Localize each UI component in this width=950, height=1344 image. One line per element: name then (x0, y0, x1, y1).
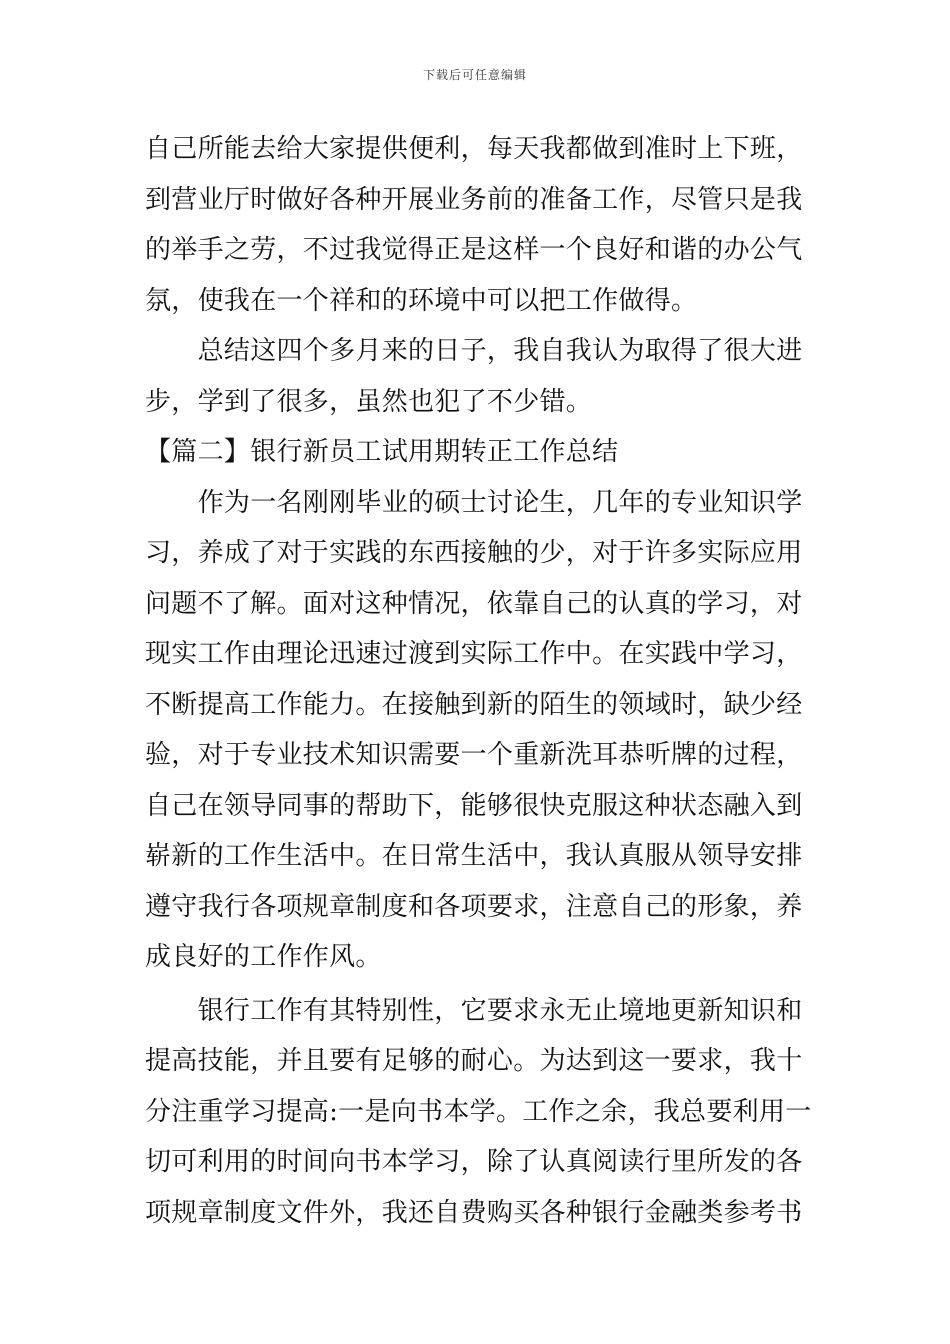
header-note: 下载后可任意编辑 (422, 68, 527, 82)
text-line: 提高技能，并且要有足够的耐心。为达到这一要求，我十 (145, 1046, 803, 1076)
text-line: 自己在领导同事的帮助下，能够很快克服这种状态融入到 (145, 790, 803, 821)
document-body (145, 124, 812, 1238)
section-heading: 【篇二】银行新员工试用期转正工作总结 (145, 437, 619, 467)
text-line: 步，学到了很多，虽然也犯了不少错。 (145, 386, 593, 417)
text-line: 分注重学习提高:一是向书本学。工作之余，我总要利用一 (145, 1096, 812, 1127)
text-line: 总结这四个多月来的日子，我自我认为取得了很大进 (145, 336, 803, 366)
text-line: 问题不了解。面对这种情况，依靠自己的认真的学习，对 (145, 588, 803, 619)
text-line: 遵守我行各项规章制度和各项要求，注意自己的形象，养 (145, 891, 803, 922)
text-line: 自己所能去给大家提供便利，每天我都做到准时上下班， (145, 134, 803, 164)
text-line: 现实工作由理论迅速过渡到实际工作中。在实践中学习， (145, 639, 803, 669)
text-line: 切可利用的时间向书本学习，除了认真阅读行里所发的各 (145, 1147, 803, 1177)
text-line: 成良好的工作作风。 (145, 942, 382, 972)
text-line: 银行工作有其特别性，它要求永无止境地更新知识和 (145, 995, 803, 1026)
text-line: 项规章制度文件外，我还自费购买各种银行金融类参考书 (145, 1197, 803, 1228)
text-line: 崭新的工作生活中。在日常生活中，我认真服从领导安排 (145, 841, 803, 871)
text-line: 作为一名刚刚毕业的硕士讨论生，几年的专业知识学 (145, 487, 803, 518)
text-line: 验，对于专业技术知识需要一个重新洗耳恭听牌的过程， (145, 740, 803, 770)
text-line: 的举手之劳，不过我觉得正是这样一个良好和谐的办公气 (145, 235, 803, 265)
text-line: 氛，使我在一个祥和的环境中可以把工作做得。 (145, 285, 698, 316)
text-line: 到营业厅时做好各种开展业务前的准备工作，尽管只是我 (145, 184, 803, 215)
text-line: 习，养成了对于实践的东西接触的少，对于许多实际应用 (145, 538, 803, 568)
text-line: 不断提高工作能力。在接触到新的陌生的领域时，缺少经 (145, 689, 803, 720)
